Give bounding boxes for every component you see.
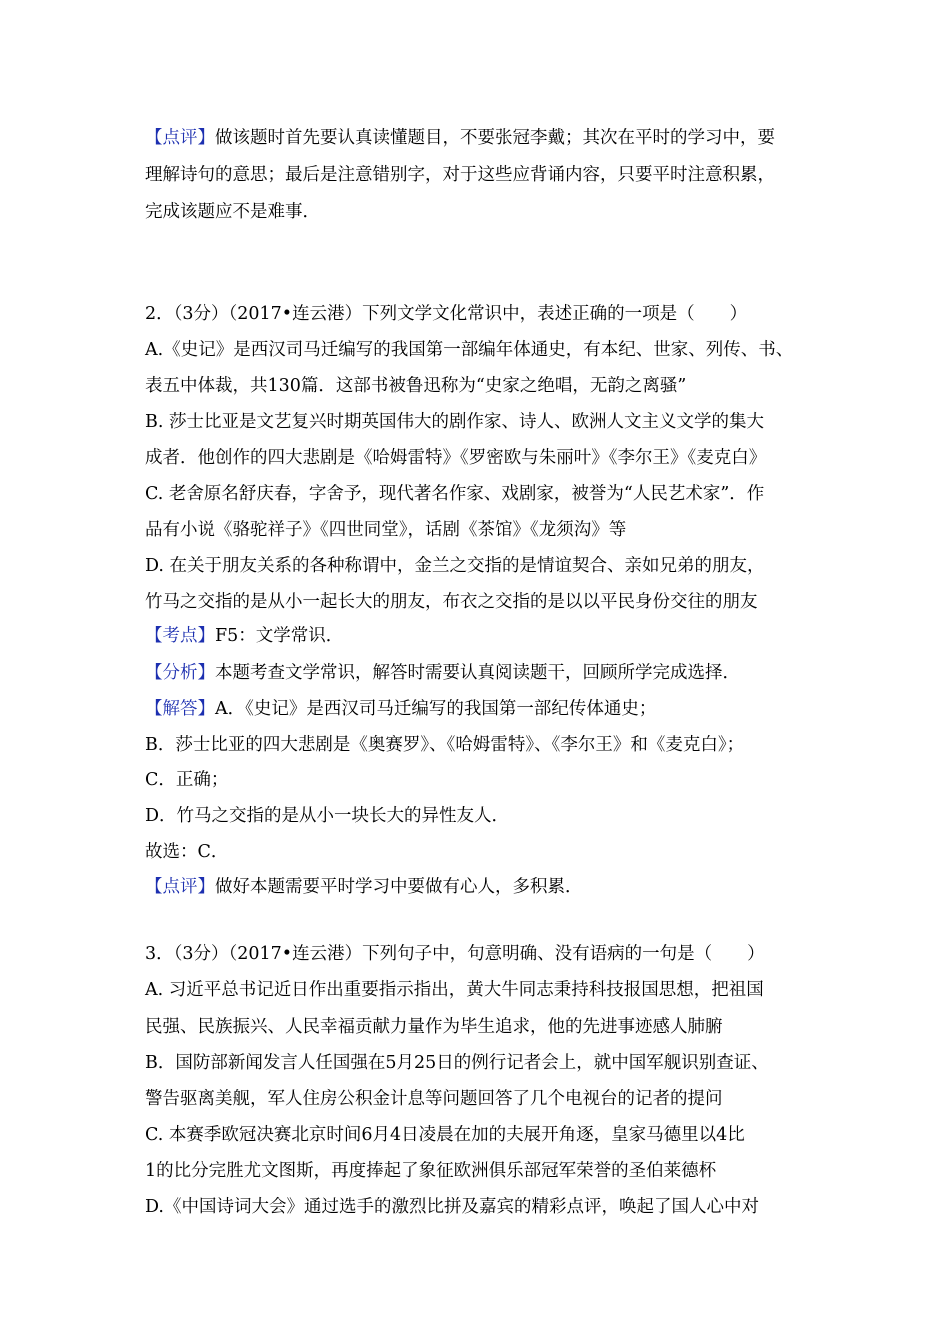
q2-kaodian [145, 624, 343, 648]
q3-stem: 3．（3分）（2017•连云港）下列句子中，句意明确、没有语病的一句是（ ） [145, 944, 765, 964]
fenxi-text: 本题考查文学常识，解答时需要认真阅读题干，回顾所学完成选择． [215, 663, 740, 683]
comment-tag: 【点评】 [145, 128, 215, 148]
prev-comment-line-2: 理解诗句的意思；最后是注意错别字，对于这些应背诵内容，只要平时注意积累， [145, 165, 775, 185]
q2-stem: 2．（3分）（2017•连云港）下列文学文化常识中，表述正确的一项是（ ） [145, 304, 748, 324]
q3-option-b-line-2: 警告驱离美舰，军人住房公积金计息等问题回答了几个电视台的记者的提问 [145, 1089, 723, 1109]
q2-jieda-line-2: B．莎士比亚的四大悲剧是《奥赛罗》、《哈姆雷特》、《李尔王》和《麦克白》； [145, 735, 745, 755]
kaodian-tag: 【考点】 [145, 626, 215, 646]
q2-answer: 故选：C． [145, 842, 229, 862]
q2-option-b-line-2: 成者．他创作的四大悲剧是《哈姆雷特》《罗密欧与朱丽叶》《李尔王》《麦克白》 [145, 448, 767, 468]
q3-option-c-line-1: C. 本赛季欧冠决赛北京时间6月4日凌晨在加的夫展开角逐，皇家马德里以4比 [145, 1125, 745, 1145]
q3-option-a-line-1: A. 习近平总书记近日作出重要指示指出，黄大牛同志秉持科技报国思想，把祖国 [145, 980, 764, 1000]
q2-jieda [145, 697, 656, 721]
q2-option-d-line-2: 竹马之交指的是从小一起长大的朋友，布衣之交指的是以以平民身份交往的朋友 [145, 592, 758, 612]
q2-option-c-line-2: 品有小说《骆驼祥子》《四世同堂》，话剧《茶馆》《龙须沟》等 [145, 520, 627, 540]
jieda-text: A．《史记》是西汉司马迁编写的我国第一部纪传体通史； [215, 699, 657, 719]
q3-option-b-line-1: B．国防部新闻发言人任国强在5月25日的例行记者会上，就中国军舰识别查证、 [145, 1053, 769, 1073]
fenxi-tag: 【分析】 [145, 663, 215, 683]
dianping-tag: 【点评】 [145, 877, 215, 897]
q2-option-a-line-2: 表五中体裁，共130篇．这部书被鲁迅称为“史家之绝唱，无韵之离骚” [145, 376, 687, 396]
q2-jieda-line-3: C．正确； [145, 770, 229, 790]
q2-option-c-line-1: C. 老舍原名舒庆春，字舍予，现代著名作家、戏剧家，被誉为“人民艺术家”．作 [145, 484, 765, 504]
q2-option-d-line-1: D. 在关于朋友关系的各种称谓中，金兰之交指的是情谊契合、亲如兄弟的朋友， [145, 556, 765, 576]
q3-option-a-line-2: 民强、民族振兴、人民幸福贡献力量作为毕生追求，他的先进事迹感人肺腑 [145, 1017, 723, 1037]
q3-option-d-line-1: D.《中国诗词大会》通过选手的激烈比拼及嘉宾的精彩点评，唤起了国人心中对 [145, 1197, 759, 1217]
q2-jieda-line-4: D．竹马之交指的是从小一块长大的异性友人． [145, 806, 510, 826]
kaodian-text: F5：文学常识． [215, 626, 344, 646]
prev-comment-line-1 [145, 126, 775, 150]
prev-comment-text: 做该题时首先要认真读懂题目，不要张冠李戴；其次在平时的学习中，要 [215, 128, 775, 148]
dianping-text: 做好本题需要平时学习中要做有心人，多积累． [215, 877, 583, 897]
jieda-tag: 【解答】 [145, 699, 215, 719]
q2-option-a-line-1: A.《史记》是西汉司马迁编写的我国第一部编年体通史，有本纪、世家、列传、书、 [145, 340, 794, 360]
q2-fenxi [145, 661, 740, 685]
q3-option-c-line-2: 1的比分完胜尤文图斯，再度捧起了象征欧洲俱乐部冠军荣誉的圣伯莱德杯 [145, 1161, 717, 1181]
prev-comment-line-3: 完成该题应不是难事． [145, 202, 320, 222]
q2-dianping [145, 875, 583, 899]
q2-option-b-line-1: B. 莎士比亚是文艺复兴时期英国伟大的剧作家、诗人、欧洲人文主义文学的集大 [145, 412, 764, 432]
